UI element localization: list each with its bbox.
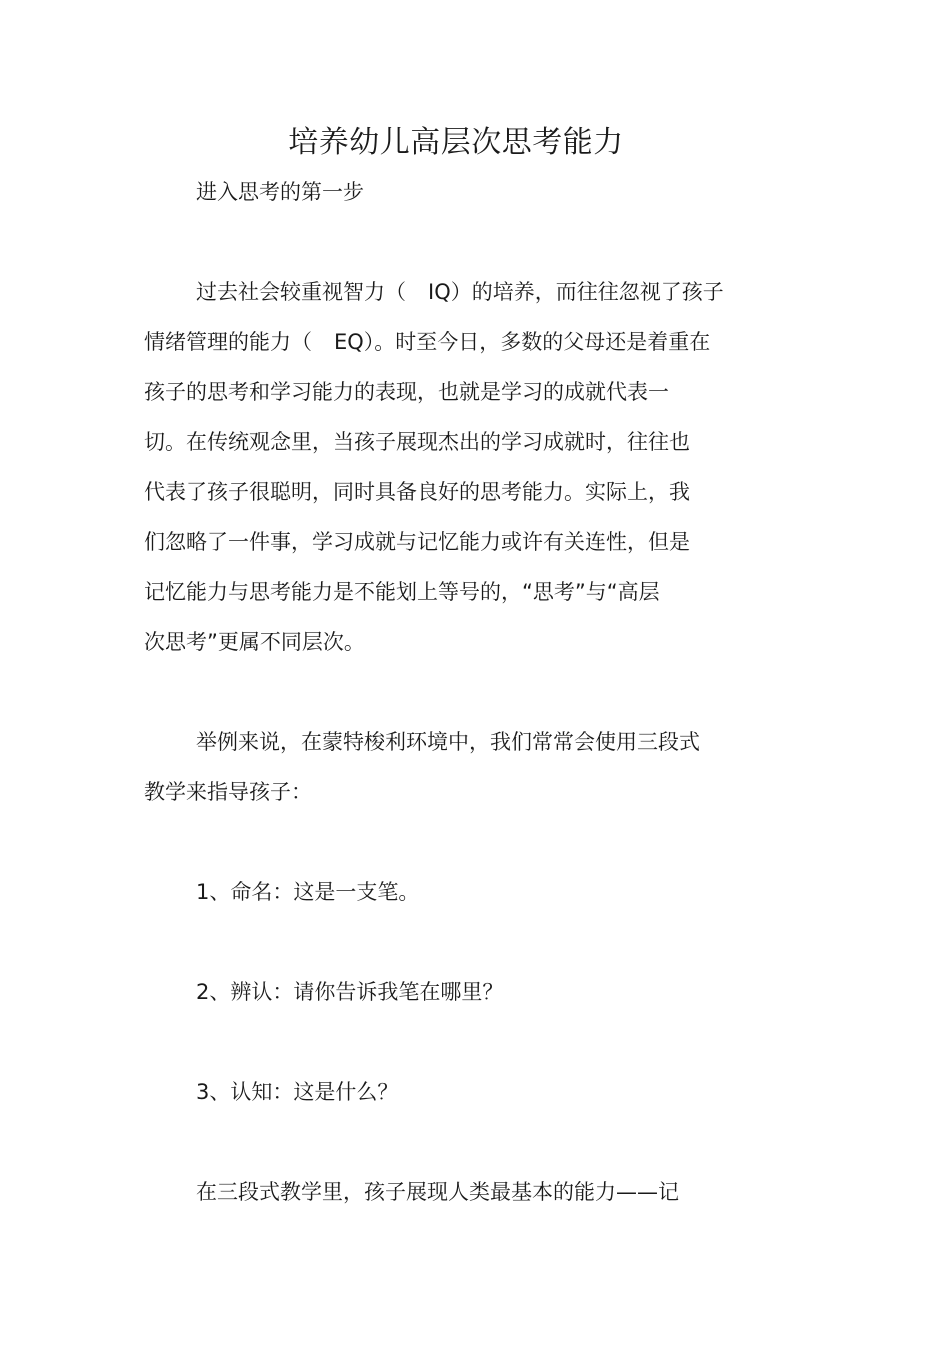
paragraph-1-line-2: [144, 326, 710, 358]
paragraph-1-line-4: 切。在传统观念里，当孩子展现杰出的学习成就时，往往也: [144, 430, 690, 454]
paragraph-2-line-2: 教学来指导孩子：: [144, 780, 312, 804]
paragraph-1-line-8: 次思考”更属不同层次。: [144, 630, 365, 654]
paragraph-1-line-2-part-b: EQ）。时至今日，多数的父母还是着重在: [334, 330, 711, 354]
paragraph-3-line-1: 在三段式教学里，孩子展现人类最基本的能力——记: [196, 1180, 679, 1204]
paragraph-2-line-1: 举例来说，在蒙特梭利环境中，我们常常会使用三段式: [196, 730, 700, 754]
paragraph-1-line-1-part-a: 过去社会较重视智力（: [196, 280, 406, 304]
paragraph-1-line-5: 代表了孩子很聪明，同时具备良好的思考能力。实际上，我: [144, 480, 690, 504]
paragraph-1-line-3: 孩子的思考和学习能力的表现，也就是学习的成就代表一: [144, 380, 669, 404]
paragraph-1-line-1-part-b: IQ）的培养，而往往忽视了孩子: [428, 280, 724, 304]
list-item: 2、辨认：请你告诉我笔在哪里？: [196, 980, 504, 1004]
list-item: 1、命名：这是一支笔。: [196, 880, 420, 904]
paragraph-1-line-1: [196, 276, 724, 308]
list-item: 3、认知：这是什么？: [196, 1080, 399, 1104]
paragraph-1-line-2-part-a: 情绪管理的能力（: [144, 330, 312, 354]
paragraph-1-line-6: 们忽略了一件事，学习成就与记忆能力或许有关连性，但是: [144, 530, 690, 554]
section-heading: 进入思考的第一步: [196, 180, 364, 204]
document-title: 培养幼儿高层次思考能力: [288, 125, 624, 160]
paragraph-1-line-7: 记忆能力与思考能力是不能划上等号的，“思考”与“高层: [144, 580, 660, 604]
